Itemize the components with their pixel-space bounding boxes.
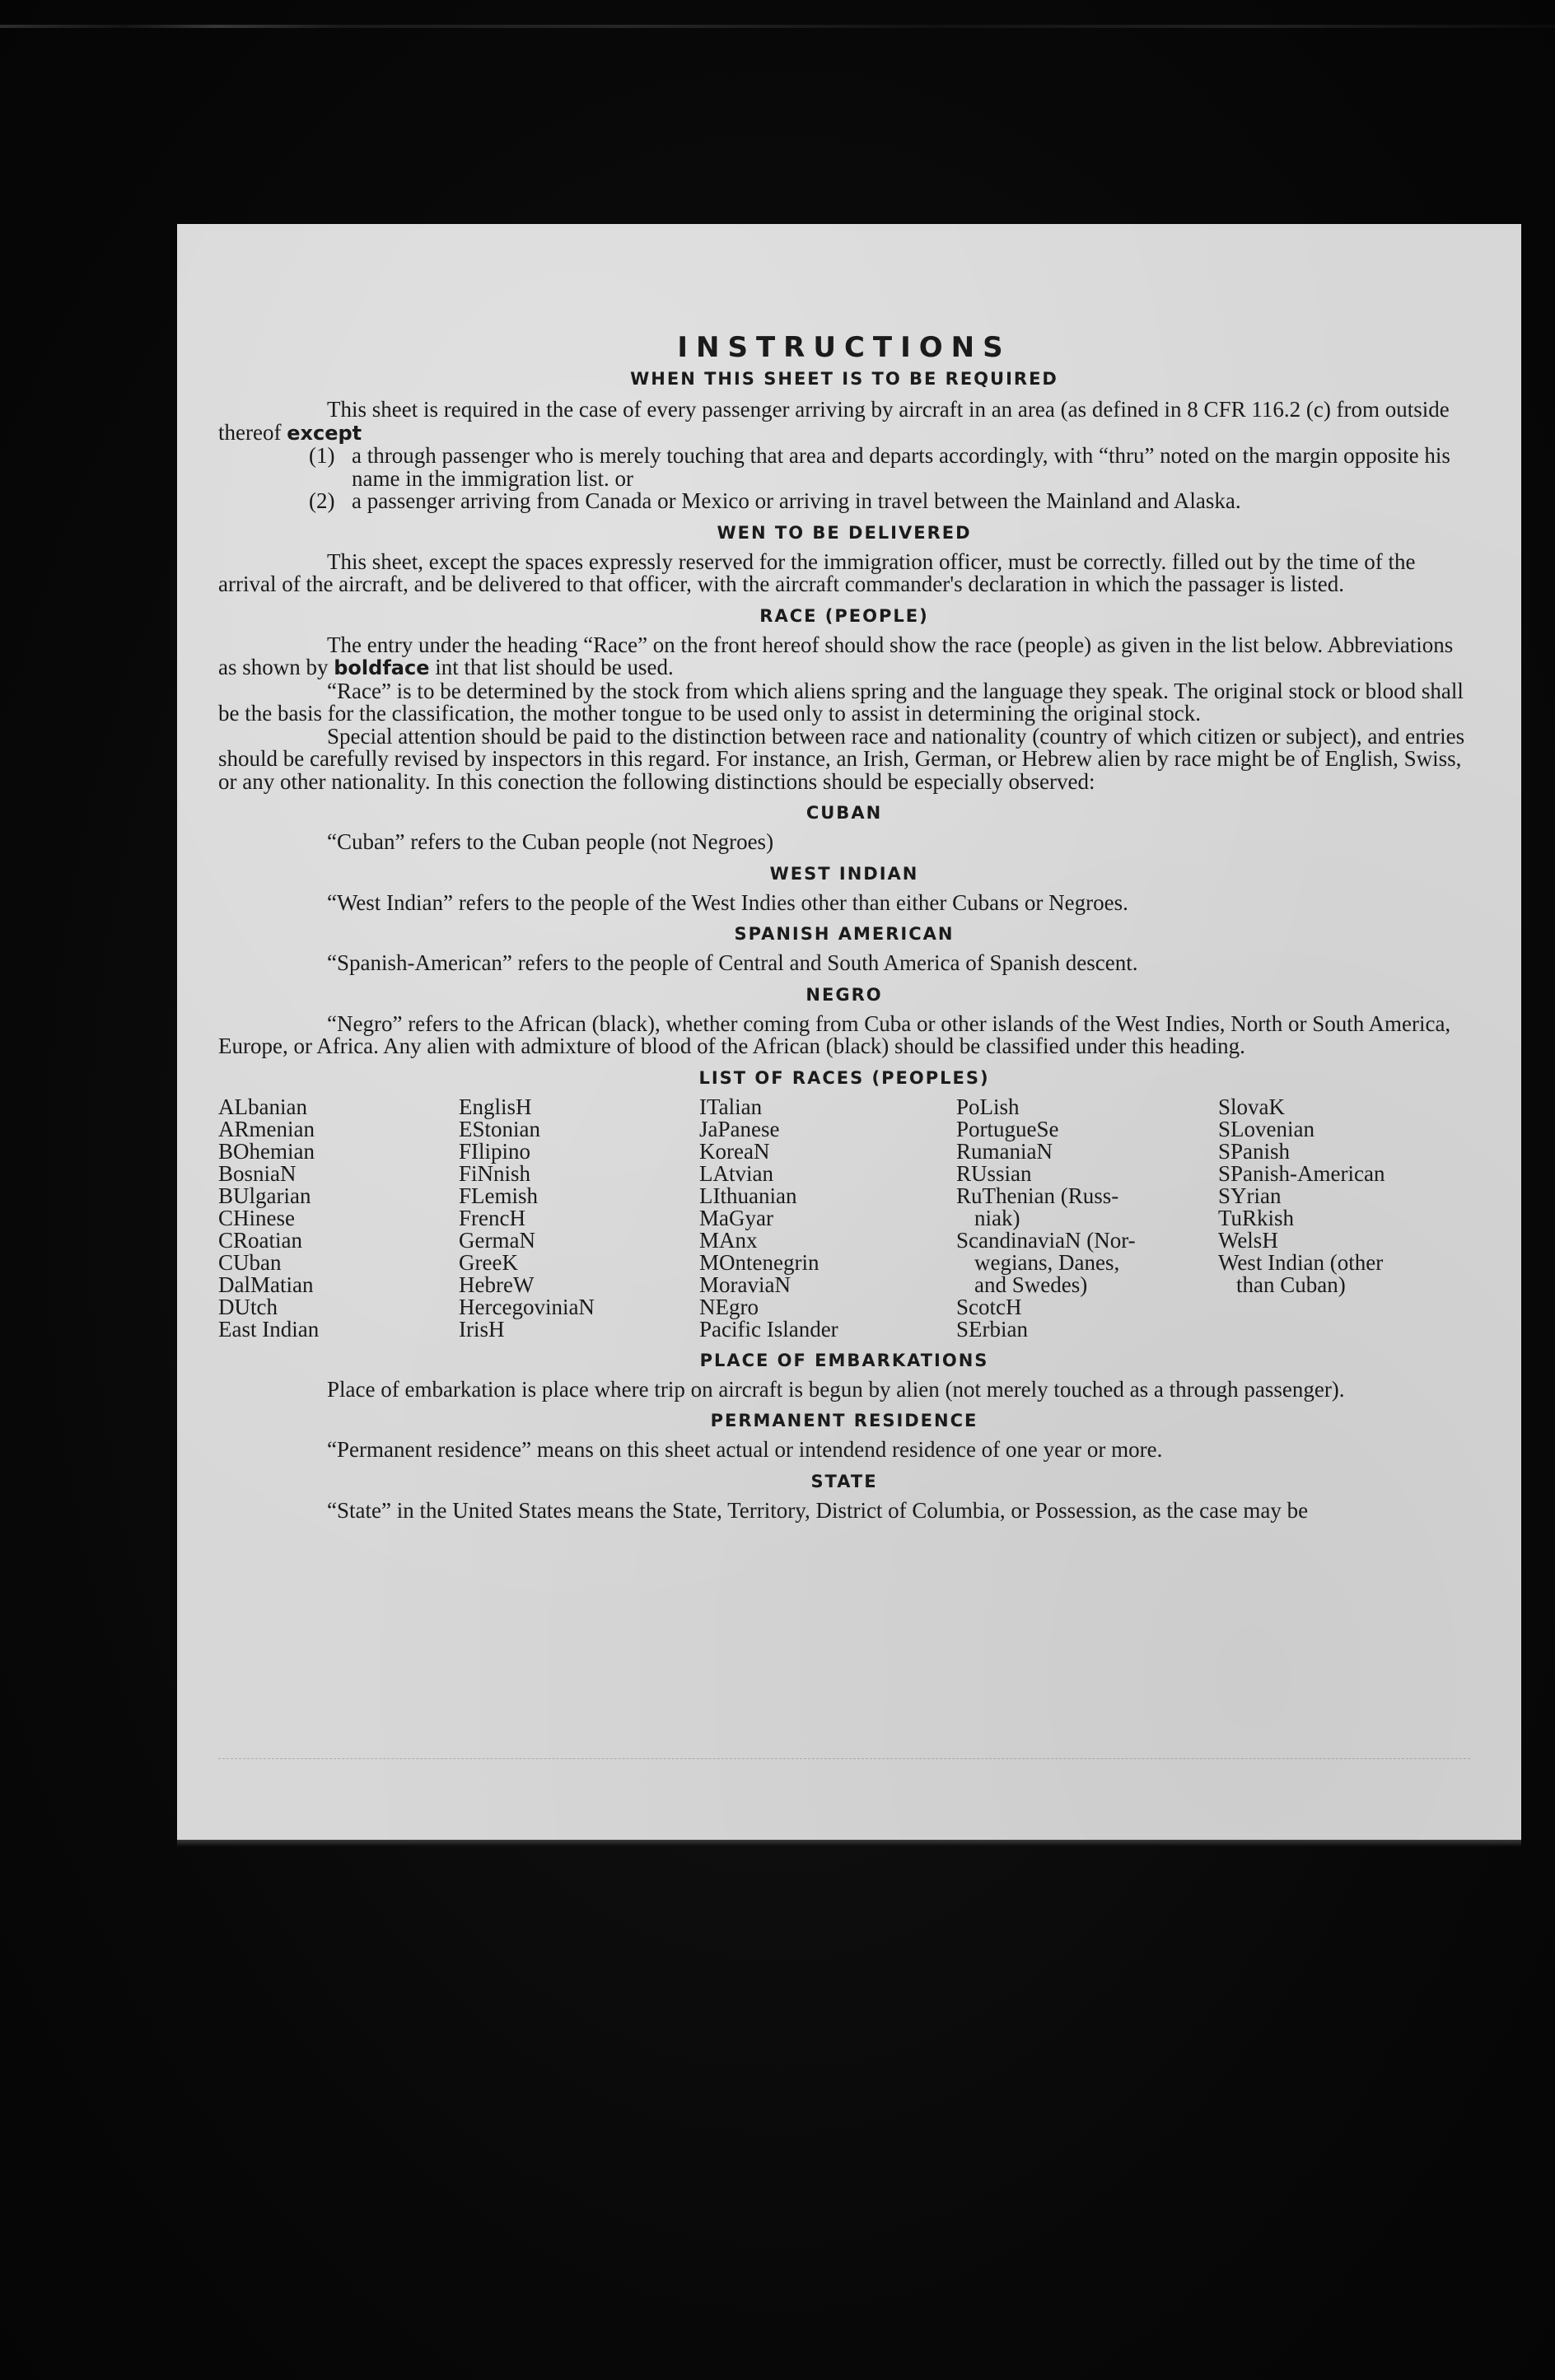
race-entry: CUban bbox=[218, 1249, 282, 1275]
page-title: INSTRUCTIONS bbox=[677, 331, 1011, 364]
negro-text: “Negro” refers to the African (black), whether coming from Cuba or other islands of the West Indies, North or South America, Europe, or Africa. Any alien with admixture of blood of the African (black) should be classified under this heading. bbox=[218, 1010, 1451, 1058]
race-entry: niak) bbox=[974, 1205, 1020, 1230]
spanish-american-heading: SPANISH AMERICAN bbox=[734, 924, 955, 944]
state-text: “State” in the United States means the State, Territory, District of Columbia, or Possession, as the case may be bbox=[327, 1497, 1309, 1523]
races-column-1 bbox=[218, 1096, 459, 1341]
film-scratch bbox=[0, 25, 1555, 28]
race-entry: ALbanian bbox=[218, 1094, 307, 1119]
race-text-1b: int that list should be used. bbox=[429, 655, 674, 679]
instruction-sheet bbox=[177, 224, 1521, 1840]
spanish-american-text: “Spanish-American” refers to the people of Central and South America of Spanish descent. bbox=[327, 950, 1138, 975]
west-indian-heading: WEST INDIAN bbox=[769, 863, 919, 884]
race-entry: FrencH bbox=[459, 1205, 525, 1230]
exception-item-1 bbox=[218, 445, 1470, 490]
race-entry: MAnx bbox=[699, 1227, 758, 1253]
races-column-5 bbox=[1218, 1096, 1424, 1341]
race-entry: DalMatian bbox=[218, 1272, 314, 1297]
races-list bbox=[218, 1096, 1470, 1341]
race-entry: than Cuban) bbox=[1236, 1272, 1346, 1297]
race-heading: RACE (PEOPLE) bbox=[759, 605, 929, 626]
race-entry: SErbian bbox=[956, 1316, 1028, 1342]
race-entry: MoraviaN bbox=[699, 1272, 791, 1297]
race-entry: SLovenian bbox=[1218, 1116, 1315, 1141]
exception-number: (1) bbox=[309, 443, 335, 468]
negro-heading: NEGRO bbox=[806, 984, 883, 1005]
race-entry: BUlgarian bbox=[218, 1183, 311, 1208]
race-entry: IrisH bbox=[459, 1316, 505, 1342]
bottom-rule bbox=[218, 1758, 1470, 1759]
race-entry: ScotcH bbox=[956, 1294, 1022, 1319]
race-entry: CHinese bbox=[218, 1205, 295, 1230]
races-column-4 bbox=[956, 1096, 1218, 1341]
race-entry: HercegoviniaN bbox=[459, 1294, 595, 1319]
race-entry: LAtvian bbox=[699, 1160, 773, 1186]
state-heading: STATE bbox=[810, 1471, 878, 1491]
race-entry: PoLish bbox=[956, 1094, 1020, 1119]
exception-text: a through passenger who is merely touching that area and departs accordingly, with “thru” noted on the margin opposite his name in the immigration list. or bbox=[352, 443, 1450, 491]
race-entry: FiNnish bbox=[459, 1160, 531, 1186]
sheet-shadow bbox=[177, 1840, 1521, 1846]
race-entry: LIthuanian bbox=[699, 1183, 797, 1208]
race-entry: GermaN bbox=[459, 1227, 535, 1253]
race-entry: West Indian (other bbox=[1218, 1249, 1384, 1275]
races-column-2 bbox=[459, 1096, 699, 1341]
race-entry: MaGyar bbox=[699, 1205, 773, 1230]
race-entry: BosniaN bbox=[218, 1160, 297, 1186]
when-required-heading: WHEN THIS SHEET IS TO BE REQUIRED bbox=[630, 369, 1058, 389]
race-entry: HebreW bbox=[459, 1272, 535, 1297]
race-entry: PortugueSe bbox=[956, 1116, 1059, 1141]
race-entry: NEgro bbox=[699, 1294, 759, 1319]
exception-text: a passenger arriving from Canada or Mexico or arriving in travel between the Mainland and Alaska. bbox=[352, 488, 1241, 513]
race-entry: Pacific Islander bbox=[699, 1316, 838, 1342]
list-of-races-heading: LIST OF RACES (PEOPLES) bbox=[698, 1067, 990, 1088]
cuban-text: “Cuban” refers to the Cuban people (not Negroes) bbox=[327, 829, 774, 854]
races-column-3 bbox=[699, 1096, 956, 1341]
race-entry: ScandinaviaN (Nor- bbox=[956, 1227, 1136, 1253]
race-entry: FLemish bbox=[459, 1183, 539, 1208]
exception-item-2 bbox=[218, 490, 1470, 513]
race-entry: FIlipino bbox=[459, 1138, 531, 1164]
exception-number: (2) bbox=[309, 488, 335, 513]
race-entry: JaPanese bbox=[699, 1116, 780, 1141]
document-body bbox=[218, 399, 1470, 1522]
race-entry: EStonian bbox=[459, 1116, 540, 1141]
race-entry: RuThenian (Russ- bbox=[956, 1183, 1119, 1208]
when-delivered-heading: WEN TO BE DELIVERED bbox=[717, 522, 972, 543]
west-indian-text: “West Indian” refers to the people of the West Indies other than either Cubans or Negroes. bbox=[327, 889, 1128, 915]
race-entry: RUssian bbox=[956, 1160, 1032, 1186]
race-entry: BOhemian bbox=[218, 1138, 315, 1164]
race-entry: ARmenian bbox=[218, 1116, 315, 1141]
intro-paragraph bbox=[218, 399, 1470, 445]
race-entry: SlovaK bbox=[1218, 1094, 1285, 1119]
intro-text: This sheet is required in the case of every passenger arriving by aircraft in an area (as defined in 8 CFR 116.2 (c) from outside thereof bbox=[218, 397, 1450, 445]
residence-heading: PERMANENT RESIDENCE bbox=[710, 1411, 978, 1430]
race-entry: EnglisH bbox=[459, 1094, 532, 1119]
residence-text: “Permanent residence” means on this sheet actual or intendend residence of one year or more. bbox=[327, 1437, 1163, 1462]
race-entry: MOntenegrin bbox=[699, 1249, 820, 1275]
race-entry: KoreaN bbox=[699, 1138, 770, 1164]
race-entry: TuRkish bbox=[1218, 1205, 1295, 1230]
cuban-heading: CUBAN bbox=[806, 803, 883, 823]
except-bold: except bbox=[287, 421, 362, 445]
race-text-1a: The entry under the heading “Race” on the front hereof should show the race (people) as given in the list below. Abbreviations as shown by bbox=[218, 632, 1454, 679]
embarkation-heading: PLACE OF EMBARKATIONS bbox=[699, 1350, 989, 1370]
embarkation-text: Place of embarkation is place where trip on aircraft is begun by alien (not merely touched as a through passenger). bbox=[327, 1376, 1345, 1402]
race-entry: CRoatian bbox=[218, 1227, 302, 1253]
race-entry: WelsH bbox=[1218, 1227, 1278, 1253]
race-entry: and Swedes) bbox=[974, 1272, 1088, 1297]
race-entry: RumaniaN bbox=[956, 1138, 1053, 1164]
race-paragraph-2: “Race” is to be determined by the stock from which aliens spring and the language they speak. The original stock or blood shall be the basis for the classification, the mother tongue to be used only to assist in determining the original stock. bbox=[218, 678, 1464, 726]
when-delivered-text: This sheet, except the spaces expressly reserved for the immigration officer, must be correctly. filled out by the time of the arrival of the aircraft, and be delivered to that officer, with the aircraft commander's declaration in which the passager is listed. bbox=[218, 548, 1416, 596]
race-entry: SPanish bbox=[1218, 1138, 1291, 1164]
race-paragraph-1 bbox=[218, 634, 1470, 680]
race-entry: SPanish-American bbox=[1218, 1160, 1385, 1186]
race-entry: GreeK bbox=[459, 1249, 518, 1275]
race-entry: wegians, Danes, bbox=[974, 1249, 1120, 1275]
race-entry: East Indian bbox=[218, 1316, 320, 1342]
race-paragraph-3: Special attention should be paid to the distinction between race and nationality (country of which citizen or subject), and entries should be carefully revised by inspectors in this regard. For instance, an Irish, German, or Hebrew alien by race might be of English, Swiss, or any other nationality. In this conection the following distinctions should be especially observed: bbox=[218, 723, 1465, 794]
race-entry: DUtch bbox=[218, 1294, 278, 1319]
boldface-bold: boldface bbox=[334, 656, 430, 679]
race-entry: SYrian bbox=[1218, 1183, 1282, 1208]
race-entry: ITalian bbox=[699, 1094, 763, 1119]
